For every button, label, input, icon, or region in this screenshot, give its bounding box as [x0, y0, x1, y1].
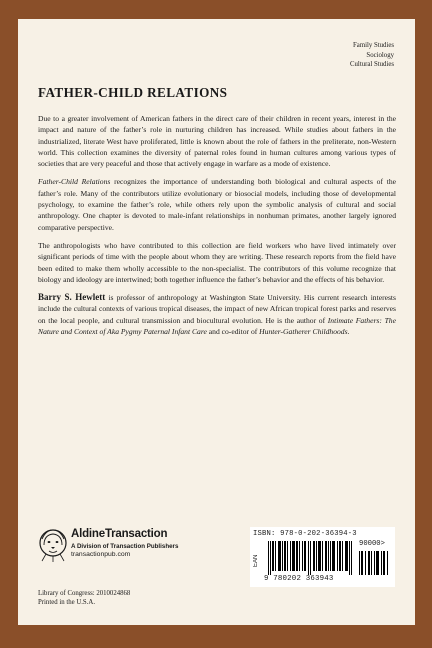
barcode-number: 9 780202 363943 — [264, 575, 334, 583]
price-addon-bars — [359, 551, 391, 585]
imprint-info — [38, 589, 130, 607]
blurb-text — [38, 113, 396, 344]
author-book-title: Intimate Fathers: The Nature and Context of Aka Pygmy Paternal Infant Care — [38, 315, 396, 337]
author-book-title: Hunter-Gatherer Childhoods — [259, 327, 348, 337]
isbn-barcode — [250, 527, 395, 587]
price-code: 90000> — [359, 540, 385, 548]
category-label: Family Studies — [353, 42, 394, 49]
category-label: Cultural Studies — [350, 61, 394, 69]
publisher-logo — [38, 527, 228, 565]
isbn-label: ISBN: 978-0-202-36394-3 — [253, 530, 357, 538]
blurb-paragraph: Due to a greater involvement of American fathers in the direct care of their children in recent years, interest in the impact and nature of the father’s role in nurturing children has increased. While studies about fathers in the industrialized, literate West have proliferated, little is known about the role of fathers in the preliterate, non-Western world. This collection examines the diversity of paternal roles found in human cultures among various types of societies that are very peaceful and those that actively engage in warfare as a mode of existence. — [38, 114, 396, 169]
subject-categories — [350, 41, 394, 70]
author-name: Barry S. Hewlett — [38, 292, 106, 303]
book-title-inline: Father-Child Relations — [38, 177, 111, 187]
publisher-name: AldineTransaction — [71, 528, 168, 540]
lion-head-icon — [38, 527, 68, 563]
barcode-bars — [268, 541, 356, 575]
author-bio: Barry S. Hewlett is professor of anthropology at Washington State University. His current research interests include the cultural contexts of various tropical diseases, the impact of new African tropical forest parks and reserves on the local people, and cultural transmission and biocultural evolution. He is the author of Intimate Fathers: The Nature and Context of Aka Pygmy Paternal Infant Care and co-editor of Hunter-Gatherer Childhoods. — [38, 292, 396, 337]
publisher-url: transactionpub.com — [71, 551, 131, 558]
blurb-paragraph: Father-Child Relations recognizes the importance of understanding both biological and cultural aspects of the father’s role. Many of the contributors utilize evolutionary or biosocial models, including those of developmental psychology, to examine the father’s role, while others rely upon the symbolic analysis of cultural and social anthropology. One chapter is devoted to male-infant relationships in nonhuman primates, another largely ignored comparative perspective. — [38, 177, 396, 232]
cover-panel — [18, 19, 415, 625]
publisher-division: A Division of Transaction Publishers — [71, 543, 179, 550]
book-title: FATHER-CHILD RELATIONS — [38, 85, 228, 100]
category-label: Sociology — [366, 51, 394, 59]
blurb-paragraph: The anthropologists who have contributed to this collection are field workers who have lived intimately over significant periods of time with the people about whom they are writing. These research reports from the field have been edited to make them wholly accessible to the non-specialist. The contributors of this volume recognize that biology and ideology are intertwined; both together influence the father’s behavior and the effects of his behavior. — [38, 240, 396, 284]
ean-label: EAN — [253, 554, 259, 567]
printed-in: Printed in the U.S.A. — [38, 599, 96, 607]
library-of-congress: Library of Congress: 2010024868 — [38, 590, 131, 597]
